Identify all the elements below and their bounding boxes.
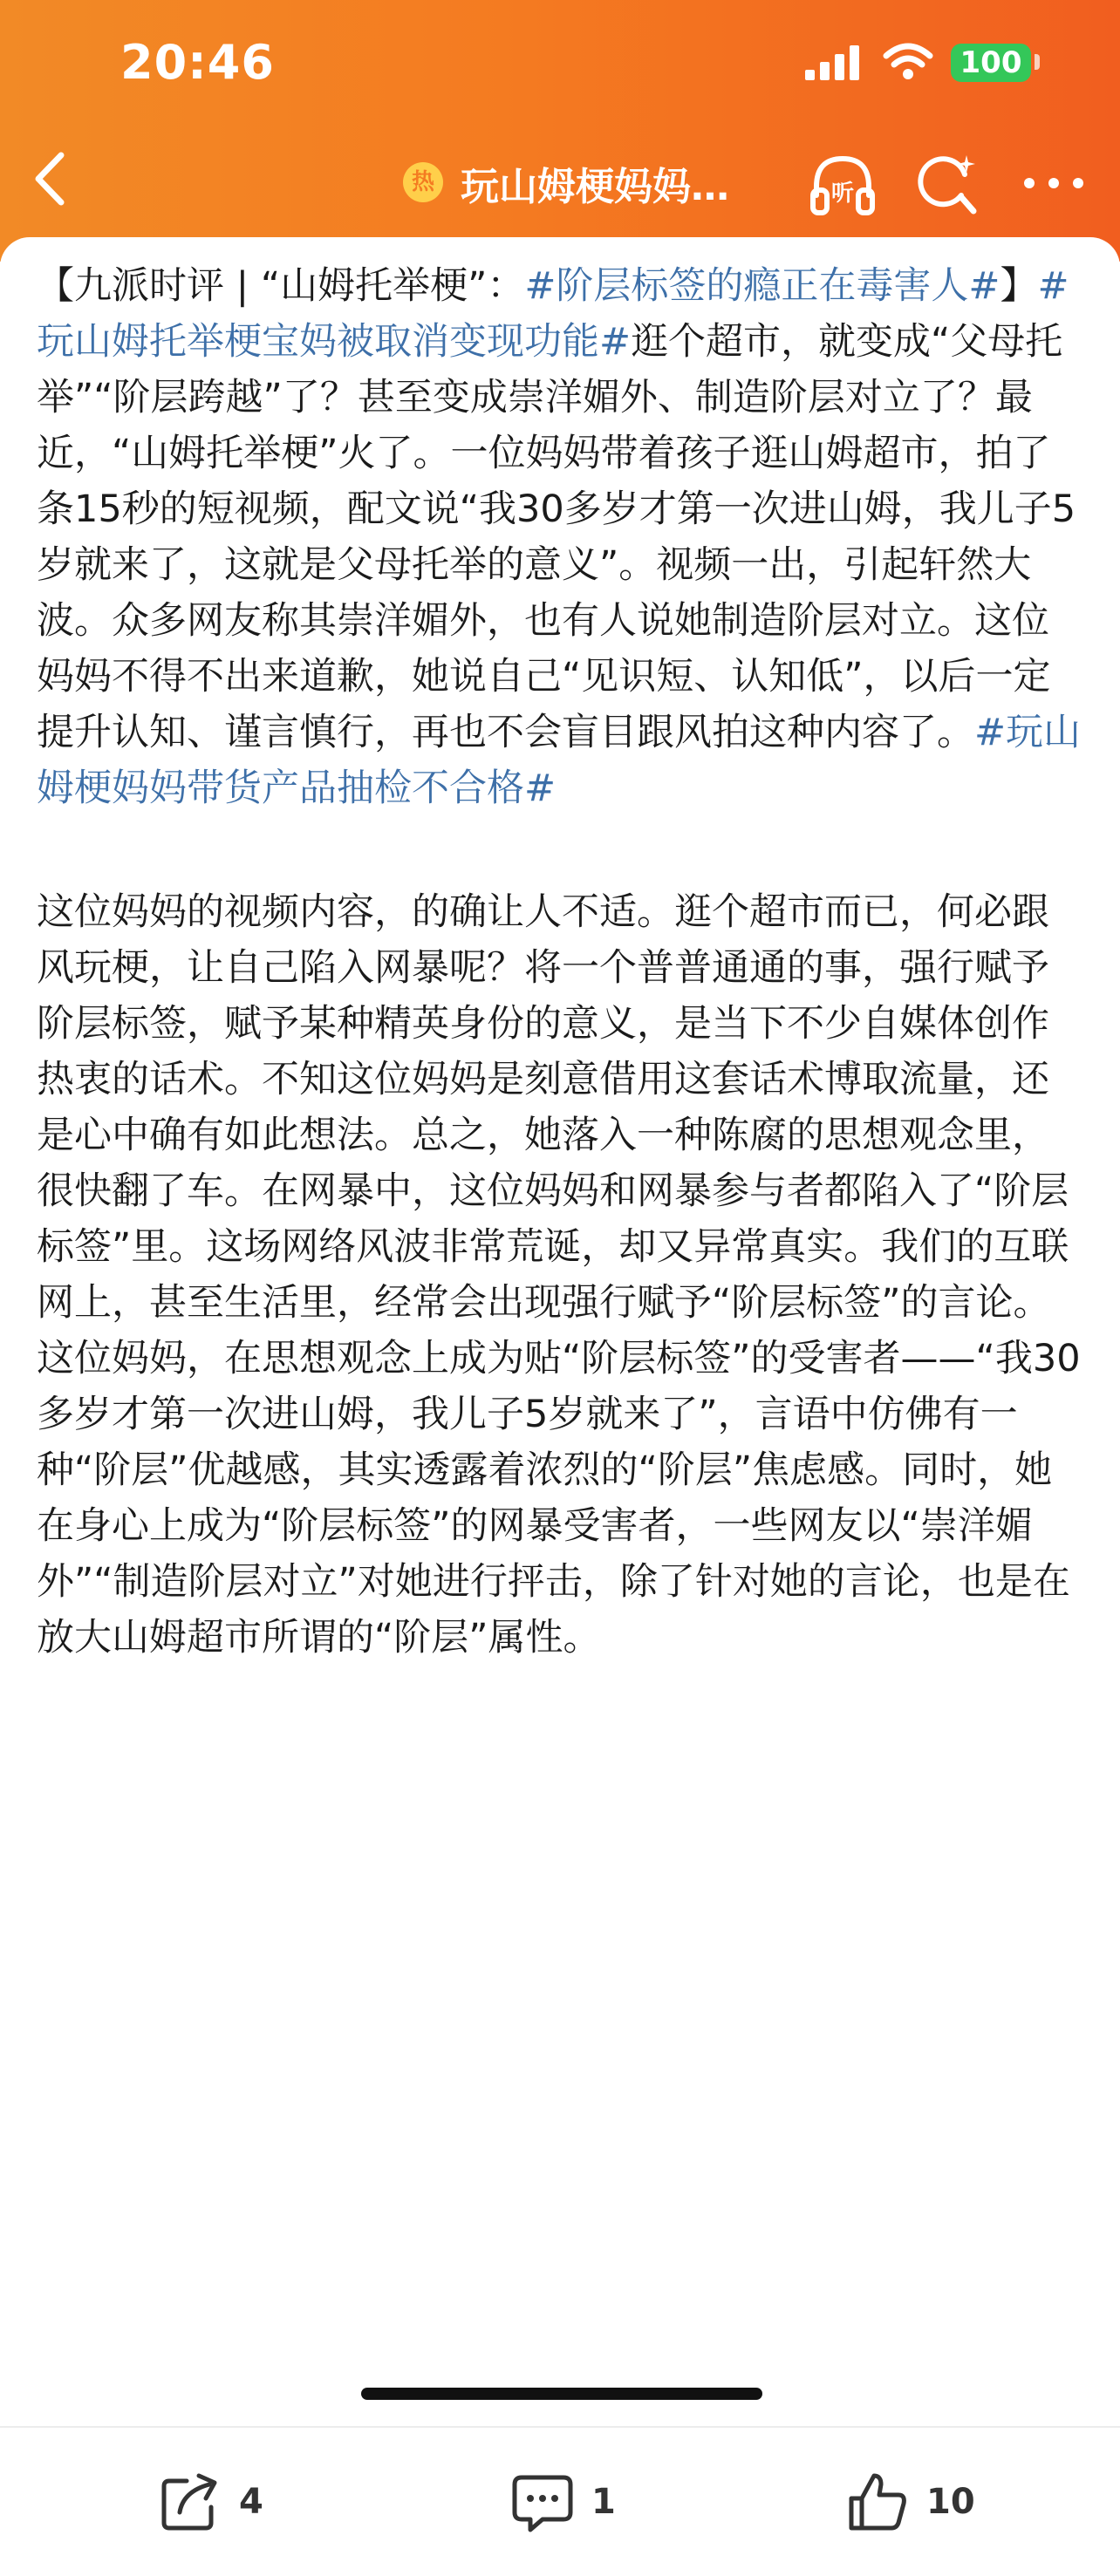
status-bar [0,0,1120,131]
listen-icon[interactable] [808,152,878,218]
wifi-icon [883,42,933,80]
share-icon [157,2469,223,2535]
post-text: 【九派时评 | “山姆托举梗”： [37,264,525,308]
comment-button[interactable] [509,2463,616,2541]
post-paragraph-2: 这位妈妈的视频内容，的确让人不适。逛个超市而已，何必跟风玩梗，让自己陷入网暴呢？将一个普普通通的事，强行赋予阶层标签，赋予某种精英身份的意义，是当下不少自媒体创作热衷的话术。不知这位妈妈是刻意借用这套话术博取流量，还是心中确有如此想法。总之，她落入一种陈腐的思想观念里，很快翻了车。在网暴中，这位妈妈和网暴参与者都陷入了“阶层标签”里。这场网络风波非常荒诞，却又异常真实。我们的互联网上，甚至生活里，经常会出现强行赋予“阶层标签”的言论。这位妈妈，在思想观念上成为贴“阶层标签”的受害者——“我30多岁才第一次进山姆，我儿子5岁就来了”，言语中仿佛有一种“阶层”优越感，其实透露着浓烈的“阶层”焦虑感。同时，她在身心上成为“阶层标签”的网暴受害者，一些网友以“崇洋媚外”“制造阶层对立”对她进行抨击，除了针对她的言论，也是在放大山姆超市所谓的“阶层”属性。 [37,890,1081,1659]
battery-indicator: 100 [951,44,1031,82]
paragraph-gap [37,816,1083,884]
like-button[interactable] [844,2463,975,2541]
thumbs-up-icon [844,2469,911,2535]
share-button[interactable] [157,2463,263,2541]
back-icon[interactable] [26,148,79,209]
post-card [0,237,1120,2522]
svg-text:听: 听 [830,181,855,207]
like-count: 10 [926,2482,975,2522]
nav-bar [0,131,1120,244]
status-time: 20:46 [120,35,275,90]
post-text: 】 [1000,264,1038,308]
signal-icon [805,45,861,80]
action-bar [0,2428,1120,2576]
hot-badge-icon: 热 [403,162,443,202]
more-icon[interactable] [1019,173,1089,194]
post-text: 逛个超市，就变成“父母托举”“阶层跨越”了？甚至变成崇洋媚外、制造阶层对立了？最近，“山姆托举梗”火了。一位妈妈带着孩子逛山姆超市，拍了条15秒的短视频，配文说“我30多岁才第一次进山姆，我儿子5岁就来了，这就是父母托举的意义”。视频一出，引起轩然大波。众多网友称其崇洋媚外，也有人说她制造阶层对立。这位妈妈不得不出来道歉，她说自己“见识短、认知低”，以后一定提升认知、谨言慎行，再也不会盲目跟风拍这种内容了。 [37,320,1076,754]
share-count: 4 [239,2482,263,2522]
post-paragraph-1 [37,258,1083,816]
battery-tip [1035,54,1040,70]
hashtag-link[interactable]: #玩山姆托举梗宝妈被取消变现功能# [37,264,1069,364]
search-icon[interactable] [916,152,979,218]
hashtag-link[interactable]: #阶层标签的瘾正在毒害人# [524,264,1000,308]
comment-count: 1 [591,2482,616,2522]
comment-icon [509,2469,576,2535]
hashtag-link[interactable]: #玩山姆梗妈妈带货产品抽检不合格# [37,711,1082,810]
post-body [37,258,1083,1666]
home-indicator[interactable] [361,2388,762,2400]
nav-title: 玩山姆梗妈妈… [461,165,729,209]
